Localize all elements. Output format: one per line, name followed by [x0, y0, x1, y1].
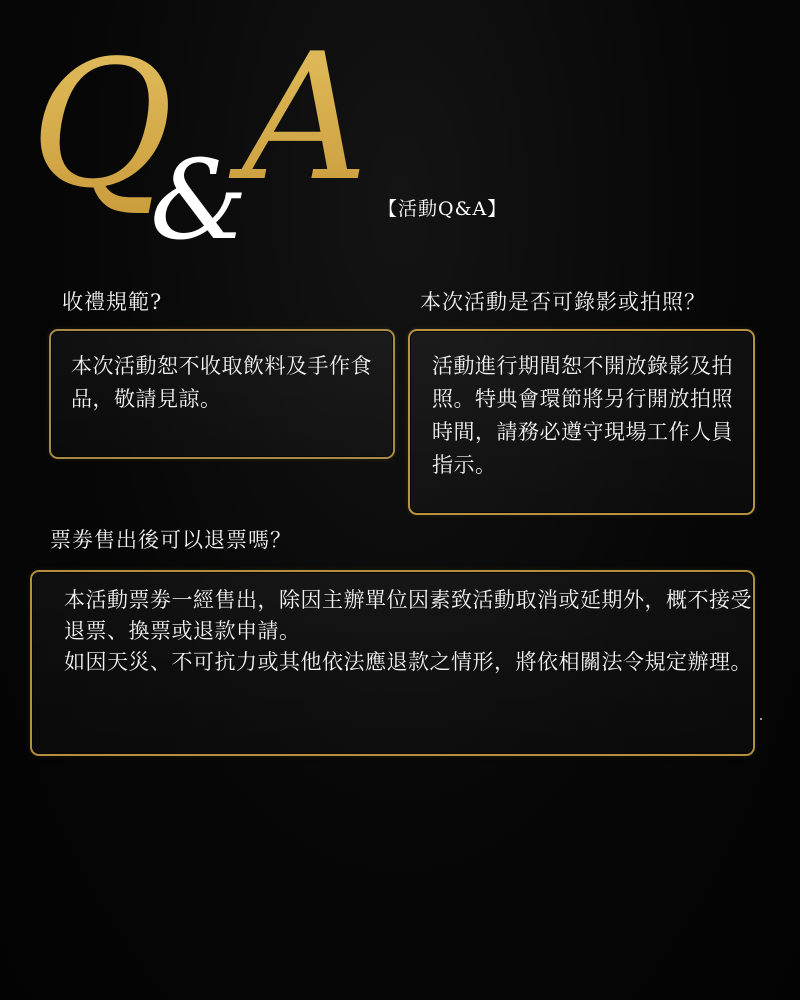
event-qa-tag: 【活動Q&A】 — [378, 198, 508, 220]
qa-logo — [0, 0, 800, 260]
answer-refund-paragraph-2: 如因天災、不可抗力或其他依法應退款之情形，將依相關法令規定辦理。 — [64, 650, 752, 674]
qa-logo-graphic — [0, 0, 800, 260]
question-refund: 票劵售出後可以退票嗎？ — [50, 528, 292, 552]
answer-refund — [64, 585, 754, 678]
answer-box-gift-rules — [49, 329, 395, 459]
question-gift-rules: 收禮規範? — [62, 290, 163, 314]
logo-letter-ampersand: & — [150, 136, 248, 260]
decorative-dot — [760, 718, 762, 720]
logo-letter-q: Q — [30, 24, 174, 227]
question-recording-photo: 本次活動是否可錄影或拍照？ — [420, 290, 706, 314]
answer-refund-paragraph-1: 本活動票劵一經售出，除因主辦單位因素致活動取消或延期外，概不接受退票、換票或退款申請。 — [64, 588, 752, 643]
logo-letter-a: A — [242, 17, 369, 220]
answer-gift-rules: 本次活動恕不收取飲料及手作食品，敬請見諒。 — [71, 354, 372, 411]
answer-recording-photo: 活動進行期間恕不開放錄影及拍照。特典會環節將另行開放拍照時間，請務必遵守現場工作人員指示。 — [432, 354, 733, 477]
answer-box-recording-photo — [408, 329, 755, 515]
answer-box-refund — [30, 570, 755, 756]
